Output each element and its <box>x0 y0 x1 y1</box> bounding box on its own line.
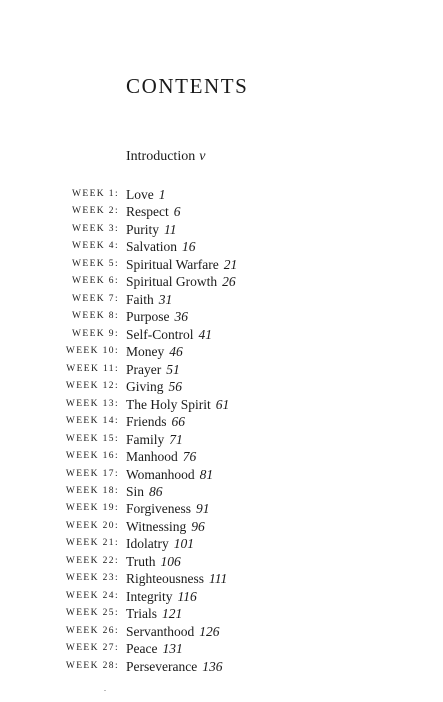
toc-entry[interactable] <box>0 256 443 273</box>
toc-week-label: WEEK 10: <box>65 346 119 357</box>
toc-week-label: WEEK 26: <box>65 625 119 636</box>
toc-entry[interactable] <box>0 640 443 657</box>
toc-entry-title: Salvation <box>126 239 177 255</box>
toc-page-number: 1 <box>158 187 166 202</box>
toc-entry[interactable] <box>0 623 443 640</box>
toc-entry-title-group <box>126 413 185 430</box>
toc-page-number: 31 <box>158 291 173 307</box>
toc-entry-title: Money <box>126 344 165 360</box>
toc-entry-title-group <box>126 518 205 535</box>
toc-entry-title-group <box>126 535 194 552</box>
toc-page-number: 101 <box>173 536 194 552</box>
toc-page-number: 26 <box>222 274 236 290</box>
toc-entry-title: Peace <box>126 641 158 657</box>
toc-week-label: WEEK 18: <box>65 485 119 496</box>
toc-entry-title: Sin <box>126 483 145 499</box>
toc-page-number: 21 <box>223 256 238 272</box>
toc-entry[interactable] <box>0 186 443 203</box>
toc-entry-title-group <box>126 186 166 203</box>
toc-entry-title: Manhood <box>126 449 178 465</box>
toc-entry[interactable] <box>0 221 443 238</box>
toc-week-label: WEEK 16: <box>65 451 119 462</box>
toc-entry-title: Giving <box>126 379 164 395</box>
toc-week-label: WEEK 4: <box>72 241 119 252</box>
toc-entry[interactable] <box>0 431 443 448</box>
toc-page-number: 131 <box>162 641 183 657</box>
page-title: CONTENTS <box>126 74 249 98</box>
toc-page-number: 56 <box>168 379 183 395</box>
toc-entry[interactable] <box>0 518 443 535</box>
toc-entry-title-group <box>126 500 210 517</box>
toc-entry-title: Friends <box>126 414 167 430</box>
toc-entry-title-group <box>126 640 183 657</box>
toc-entry[interactable] <box>0 658 443 675</box>
toc-entry[interactable] <box>0 308 443 325</box>
toc-entry[interactable] <box>0 326 443 343</box>
toc-entry[interactable] <box>0 466 443 483</box>
toc-week-label: WEEK 20: <box>65 520 119 531</box>
toc-page-number: 6 <box>173 204 181 220</box>
toc-entry-title: Womanhood <box>126 466 195 482</box>
toc-entry-title: Idolatry <box>126 536 169 552</box>
toc-entry-title: Prayer <box>126 361 162 377</box>
toc-entry-title-group <box>126 308 188 325</box>
toc-entry-introduction[interactable] <box>126 148 205 166</box>
toc-page-number: 51 <box>166 361 180 377</box>
toc-entry-title-group <box>126 466 213 483</box>
toc-entry[interactable] <box>0 413 443 430</box>
toc-entry[interactable] <box>0 553 443 570</box>
toc-entry-title-group <box>126 431 183 448</box>
toc-entry-title: Self-Control <box>126 326 194 342</box>
toc-entry-title-group <box>126 658 222 675</box>
toc-entry-title-group <box>126 343 183 360</box>
toc-entry-title-group <box>126 326 212 343</box>
toc-week-label: WEEK 22: <box>65 555 119 566</box>
toc-entry[interactable] <box>0 570 443 587</box>
toc-entry[interactable] <box>0 588 443 605</box>
toc-page-number: 111 <box>209 571 228 587</box>
toc-entry-title-group <box>126 588 197 605</box>
toc-page-number: 61 <box>215 396 230 412</box>
toc-page-number: 121 <box>162 606 183 622</box>
toc-week-label: WEEK 1: <box>72 189 119 199</box>
toc-entry-title-group <box>126 553 181 570</box>
toc-entry-title: Servanthood <box>126 623 195 639</box>
intro-page-number: v <box>199 149 206 164</box>
toc-week-label: WEEK 5: <box>72 258 119 269</box>
toc-entry[interactable] <box>0 238 443 255</box>
toc-entry-title-group <box>126 221 177 238</box>
toc-page-number: 16 <box>182 239 196 255</box>
toc-page-number: 91 <box>196 501 210 517</box>
toc-entry-title-group <box>126 273 236 290</box>
intro-title: Introduction <box>126 149 196 164</box>
toc-week-label: WEEK 2: <box>72 206 119 217</box>
toc-entry-title: Spiritual Warfare <box>126 256 219 272</box>
toc-entry-title-group <box>126 361 180 378</box>
toc-entry[interactable] <box>0 500 443 517</box>
toc-page-number: 96 <box>191 518 205 534</box>
toc-page-number: 86 <box>149 483 163 499</box>
toc-page-number: 106 <box>160 553 181 569</box>
toc-entry-title-group <box>126 378 182 395</box>
toc-entry-title: Respect <box>126 204 169 220</box>
toc-week-label: WEEK 13: <box>65 398 119 409</box>
toc-entry[interactable] <box>0 343 443 360</box>
toc-week-label: WEEK 21: <box>65 538 119 549</box>
toc-week-label: WEEK 17: <box>65 468 119 479</box>
toc-entry-title: Righteousness <box>126 571 205 587</box>
toc-entry-title-group <box>126 483 163 500</box>
toc-week-label: WEEK 24: <box>65 590 119 601</box>
table-of-contents <box>0 186 443 675</box>
toc-entry-title: Love <box>126 187 154 202</box>
toc-entry[interactable] <box>0 361 443 378</box>
toc-page-number: 66 <box>171 414 185 430</box>
toc-week-label: WEEK 7: <box>72 293 119 304</box>
toc-page-number: 136 <box>202 658 223 674</box>
toc-entry-title: Truth <box>126 553 156 569</box>
toc-page-number: 11 <box>164 221 177 237</box>
toc-page-number: 81 <box>199 466 214 482</box>
toc-entry-title-group <box>126 203 181 220</box>
toc-entry-title-group <box>126 291 172 308</box>
toc-entry-title: Family <box>126 431 165 447</box>
toc-entry-title-group <box>126 256 237 273</box>
toc-entry-title-group <box>126 238 196 255</box>
toc-entry-title-group <box>126 605 182 622</box>
toc-week-label: WEEK 9: <box>72 328 119 339</box>
toc-entry[interactable] <box>0 448 443 465</box>
toc-week-label: WEEK 25: <box>65 608 119 619</box>
toc-week-label: WEEK 12: <box>65 381 119 392</box>
toc-entry-title: Witnessing <box>126 518 187 534</box>
toc-page-number: 71 <box>169 431 183 447</box>
toc-page-number: 41 <box>198 326 212 342</box>
toc-entry-title-group <box>126 570 227 587</box>
toc-entry[interactable] <box>0 378 443 395</box>
toc-entry[interactable] <box>0 535 443 552</box>
toc-entry[interactable] <box>0 273 443 290</box>
toc-entry[interactable] <box>0 396 443 413</box>
toc-entry-title: The Holy Spirit <box>126 396 211 412</box>
toc-week-label: WEEK 11: <box>66 363 119 374</box>
toc-entry-title: Purity <box>126 221 160 237</box>
toc-week-label: WEEK 3: <box>72 223 119 234</box>
toc-entry-title: Spiritual Growth <box>126 274 218 290</box>
toc-page-number: 36 <box>174 309 188 325</box>
toc-entry-title: Perseverance <box>126 658 198 674</box>
toc-entry-title-group <box>126 448 196 465</box>
toc-entry-title-group <box>126 623 220 640</box>
toc-week-label: WEEK 14: <box>65 416 119 427</box>
toc-page-number: 46 <box>169 344 183 360</box>
toc-entry-title: Integrity <box>126 588 173 604</box>
toc-week-label: WEEK 23: <box>65 573 119 584</box>
toc-page-number: 76 <box>182 449 197 465</box>
toc-entry[interactable] <box>0 203 443 220</box>
toc-week-label: WEEK 27: <box>65 643 119 654</box>
toc-week-label: WEEK 8: <box>72 311 119 322</box>
toc-entry[interactable] <box>0 605 443 622</box>
toc-page-number: 116 <box>177 588 197 604</box>
toc-entry-title: Trials <box>126 606 158 622</box>
toc-week-label: WEEK 6: <box>72 276 119 287</box>
toc-week-label: WEEK 28: <box>65 660 119 671</box>
toc-entry[interactable] <box>0 291 443 308</box>
toc-entry-title: Forgiveness <box>126 501 192 517</box>
toc-entry[interactable] <box>0 483 443 500</box>
toc-entry-title: Purpose <box>126 309 170 325</box>
toc-week-label: WEEK 19: <box>65 503 119 514</box>
paper-speck <box>104 690 106 691</box>
toc-entry-title: Faith <box>126 291 154 307</box>
toc-page-number: 126 <box>199 623 220 639</box>
toc-week-label: WEEK 15: <box>65 433 119 444</box>
toc-entry-title-group <box>126 396 229 413</box>
